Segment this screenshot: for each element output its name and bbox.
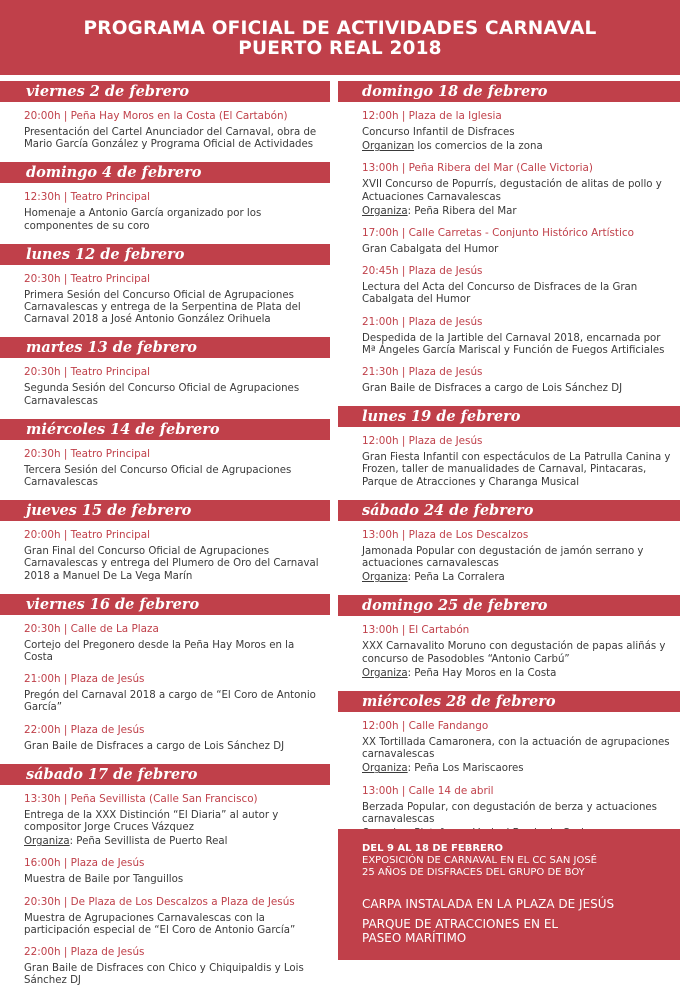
event-organizer	[362, 572, 672, 584]
event-time-place: 16:00h | Plaza de Jesús	[24, 857, 145, 870]
event-description: Tercera Sesión del Concurso Oficial de Agrupaciones Carnavalescas	[24, 464, 292, 489]
event-description: Jamonada Popular con degustación de jamón serrano y actuaciones carnavalescas	[362, 545, 644, 570]
event-time-place: 13:00h | Plaza de Los Descalzos	[362, 528, 529, 541]
day-header: viernes 2 de febrero	[0, 81, 330, 102]
event-description: Entrega de la XXX Distinción “El Diaria” al autor y compositor Jorge Cruces Vázquez	[24, 809, 279, 834]
day-header: sábado 17 de febrero	[0, 764, 330, 785]
event-description: Homenaje a Antonio García organizado por los componentes de su coro	[24, 208, 262, 232]
event-time-place: 21:00h | Plaza de Jesús	[24, 673, 145, 686]
event-time-place: 13:00h | Calle 14 de abril	[362, 784, 494, 797]
event-time-place: 20:00h | Peña Hay Moros en la Costa (El Cartabón)	[24, 110, 288, 122]
page-header	[0, 0, 680, 75]
event-time-place: 21:00h | Plaza de Jesús	[362, 315, 483, 328]
organizer-name: : Peña Hay Moros en la Costa	[407, 667, 557, 679]
event-description: Gran Cabalgata del Humor	[362, 244, 499, 256]
event-description: Gran Baile de Disfraces a cargo de Lois Sánchez DJ	[24, 740, 285, 752]
info-exhibition: EXPOSICIÓN DE CARNAVAL EN EL CC SAN JOSÉ	[362, 855, 597, 866]
day-events	[0, 521, 330, 593]
organizer-label: Organiza	[24, 836, 70, 848]
event-time-place: 20:30h | Teatro Principal	[24, 366, 151, 379]
event-time-place: 12:00h | Plaza de Jesús	[362, 435, 483, 448]
event-time-place: 20:30h | Calle de La Plaza	[24, 622, 159, 635]
event-time-place: 13:00h | Peña Ribera del Mar (Calle Victoria)	[362, 162, 593, 175]
event-item	[24, 448, 322, 489]
day-events	[0, 358, 330, 417]
event-time-place: 21:30h | Plaza de Jesús	[362, 366, 483, 379]
organizer-name: : Peña Ribera del Mar	[407, 205, 517, 217]
event-time-place: 12:00h | Plaza de la Iglesia	[362, 110, 502, 122]
event-item	[362, 162, 672, 218]
event-time-place: 13:30h | Peña Sevillista (Calle San Francisco)	[24, 792, 258, 805]
day-header: miércoles 14 de febrero	[0, 419, 330, 440]
event-description: Gran Final del Concurso Oficial de Agrupaciones Carnavalescas y entrega del Plumero de Oro del Carnaval 2018 a Manuel De La Vega Marín	[24, 546, 319, 582]
event-item	[362, 316, 672, 357]
info-box	[338, 829, 680, 960]
event-item	[24, 793, 322, 849]
day-header: domingo 4 de febrero	[0, 162, 330, 183]
event-item	[24, 896, 322, 937]
organizer-label: Organiza	[362, 205, 408, 217]
info-park-line2: PASEO MARÍTIMO	[362, 931, 467, 945]
event-item	[24, 529, 322, 583]
event-time-place: 17:00h | Calle Carretas - Conjunto Histórico Artístico	[362, 227, 634, 240]
event-item	[362, 227, 672, 256]
day-header: domingo 25 de febrero	[338, 595, 680, 616]
event-description: Pregón del Carnaval 2018 a cargo de “El Coro de Antonio García”	[24, 690, 316, 714]
event-description: Presentación del Cartel Anunciador del Carnaval, obra de Mario García González y Programa Oficial de Actividades	[24, 127, 317, 151]
event-description: Muestra de Agrupaciones Carnavalescas con la participación especial de “El Coro de Antonio García”	[24, 912, 296, 936]
day-header: jueves 15 de febrero	[0, 500, 330, 521]
event-item	[362, 720, 672, 776]
organizer-name: : Peña Los Mariscaores	[407, 763, 524, 775]
page-title: PROGRAMA OFICIAL DE ACTIVIDADES CARNAVAL	[83, 18, 597, 39]
event-description: Muestra de Baile por Tanguillos	[24, 874, 184, 886]
organizer-label: Organizan	[362, 141, 415, 153]
event-description: Lectura del Acta del Concurso de Disfraces de la Gran Cabalgata del Humor	[362, 282, 638, 306]
day-header: lunes 19 de febrero	[338, 406, 680, 427]
day-header: miércoles 28 de febrero	[338, 691, 680, 712]
day-header: martes 13 de febrero	[0, 337, 330, 358]
event-item	[24, 946, 322, 987]
day-events	[338, 427, 680, 499]
organizer-name: los comercios de la zona	[414, 141, 543, 153]
event-item	[24, 857, 322, 886]
event-time-place: 20:30h | Teatro Principal	[24, 447, 151, 460]
event-item	[362, 366, 672, 395]
day-header: sábado 24 de febrero	[338, 500, 680, 521]
event-item	[24, 623, 322, 664]
info-anniversary: 25 AÑOS DE DISFRACES DEL GRUPO DE BOY	[362, 867, 585, 878]
info-tent: CARPA INSTALADA EN LA PLAZA DE JESÚS	[362, 897, 615, 911]
event-organizer	[24, 836, 322, 848]
info-dates: DEL 9 AL 18 DE FEBRERO	[362, 843, 504, 854]
organizer-label: Organiza	[362, 763, 408, 775]
day-events	[0, 102, 330, 161]
event-item	[362, 265, 672, 306]
event-description: Gran Fiesta Infantil con espectáculos de La Patrulla Canina y Frozen, taller de manualidades de Carnaval, Pintacaras, Parque de Atracciones y Charanga Musical	[362, 452, 671, 488]
event-time-place: 20:45h | Plaza de Jesús	[362, 265, 483, 278]
event-description: Concurso Infantil de Disfraces	[362, 127, 515, 138]
event-organizer	[362, 668, 672, 680]
event-item	[362, 624, 672, 680]
event-description: Despedida de la Jartible del Carnaval 2018, encarnada por Mª Ángeles García Mariscal y Función de Fuegos Artificiales	[362, 332, 665, 356]
event-description: Gran Baile de Disfraces a cargo de Lois Sánchez DJ	[362, 383, 623, 395]
event-item	[24, 110, 322, 151]
event-time-place: 20:00h | Teatro Principal	[24, 529, 151, 542]
day-header: lunes 12 de febrero	[0, 244, 330, 265]
event-description: Cortejo del Pregonero desde la Peña Hay Moros en la Costa	[24, 639, 295, 664]
info-park	[362, 917, 680, 945]
event-description: XX Tortillada Camaronera, con la actuación de agrupaciones carnavalescas	[362, 737, 670, 761]
day-events	[0, 183, 330, 242]
event-time-place: 20:30h | De Plaza de Los Descalzos a Plaza de Jesús	[24, 895, 295, 908]
organizer-label: Organiza	[362, 667, 408, 679]
day-events	[0, 615, 330, 763]
event-item	[362, 529, 672, 585]
day-events	[0, 440, 330, 499]
page-subtitle: PUERTO REAL 2018	[238, 38, 442, 59]
day-events	[338, 521, 680, 595]
event-organizer	[362, 141, 672, 153]
left-column	[0, 80, 330, 997]
event-description: XXX Carnavalito Moruno con degustación de papas aliñás y concurso de Pasodobles “Antonio Carbú”	[362, 641, 666, 665]
organizer-label: Organiza	[362, 572, 408, 584]
event-description: Gran Baile de Disfraces con Chico y Chiquipaldis y Lois Sánchez DJ	[24, 963, 304, 987]
event-time-place: 22:00h | Plaza de Jesús	[24, 946, 145, 959]
event-item	[24, 273, 322, 327]
right-column	[338, 80, 680, 850]
day-events	[0, 265, 330, 337]
event-item	[24, 366, 322, 407]
event-time-place: 20:30h | Teatro Principal	[24, 272, 151, 285]
event-item	[362, 110, 672, 153]
event-time-place: 13:00h | El Cartabón	[362, 624, 470, 637]
organizer-name: : Peña Sevillista de Puerto Real	[69, 836, 228, 848]
event-organizer	[362, 763, 672, 775]
event-description: XVII Concurso de Popurrís, degustación de alitas de pollo y Actuaciones Carnavalescas	[362, 179, 662, 203]
event-time-place: 22:00h | Plaza de Jesús	[24, 723, 145, 736]
info-park-line1: PARQUE DE ATRACCIONES EN EL	[362, 917, 559, 931]
organizer-name: : Peña La Corralera	[407, 572, 505, 584]
event-description: Berzada Popular, con degustación de berza y actuaciones carnavalescas	[362, 801, 657, 825]
event-time-place: 12:00h | Calle Fandango	[362, 720, 489, 733]
day-events	[338, 102, 680, 405]
event-description: Primera Sesión del Concurso Oficial de Agrupaciones Carnavalescas y entrega de la Serpentina de Plata del Carnaval 2018 a José Antonio González Orihuela	[24, 289, 301, 326]
day-header: viernes 16 de febrero	[0, 594, 330, 615]
event-item	[24, 724, 322, 753]
event-organizer	[362, 206, 672, 218]
event-item	[362, 435, 672, 489]
event-description: Segunda Sesión del Concurso Oficial de Agrupaciones Carnavalescas	[24, 383, 300, 407]
event-item	[24, 673, 322, 714]
event-time-place: 12:30h | Teatro Principal	[24, 191, 151, 204]
day-header: domingo 18 de febrero	[338, 81, 680, 102]
event-item	[24, 191, 322, 232]
day-events	[0, 785, 330, 997]
day-events	[338, 616, 680, 690]
